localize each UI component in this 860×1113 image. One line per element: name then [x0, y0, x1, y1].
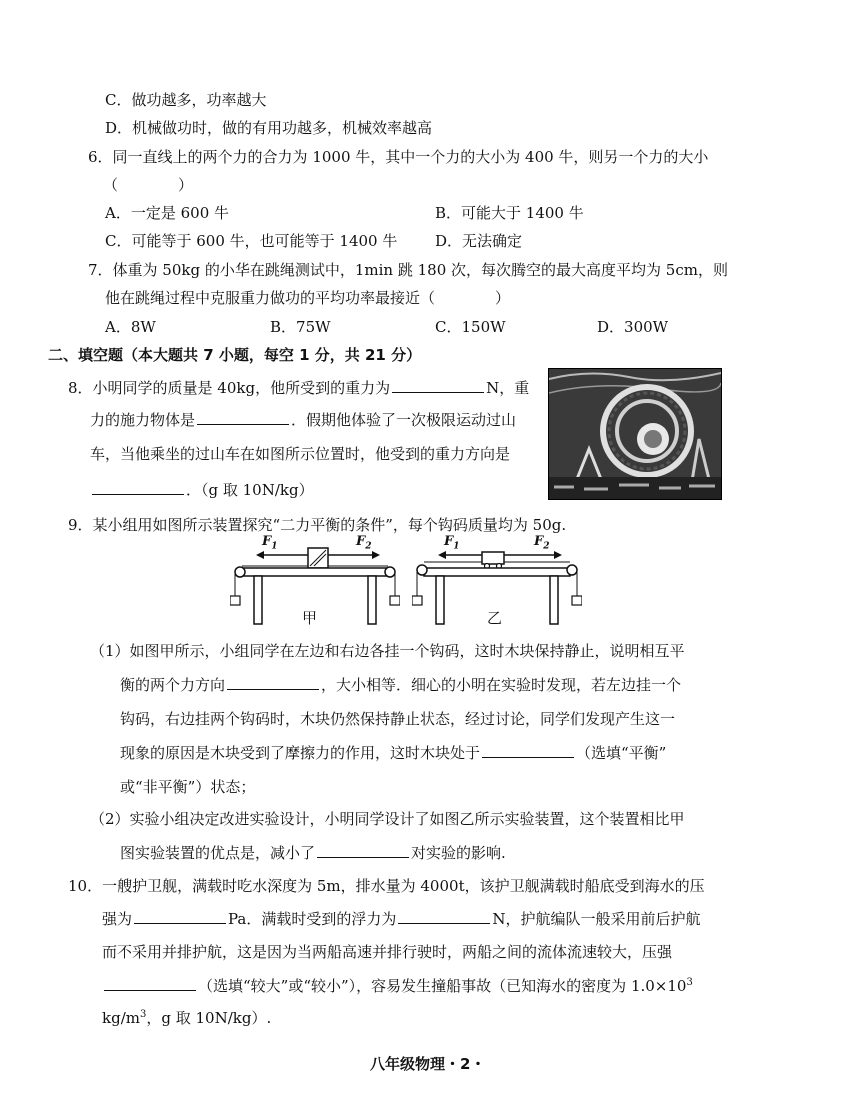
q9-blank-factor[interactable]	[317, 856, 409, 858]
q8-blank-force-source[interactable]	[197, 423, 289, 425]
q9-text: 现象的原因是木块受到了摩擦力的作用，这时木块处于	[120, 744, 481, 762]
q6-stem: 6．同一直线上的两个力的合力为 1000 牛，其中一个力的大小为 400 牛，则另一个力的大小	[88, 148, 709, 166]
q8-text-1a: 8．小明同学的质量是 40kg，他所受到的重力为	[68, 379, 391, 397]
q8-text-2a: 力的施力物体是	[90, 411, 196, 429]
figure-jia-caption: 甲	[302, 609, 318, 627]
q9-stem: 9．某小组用如图所示装置探究“二力平衡的条件”，每个钩码质量均为 50g.	[68, 516, 567, 534]
yi-f1-label: $F_1$	[444, 534, 460, 552]
q8-line2	[90, 413, 516, 428]
q9-part1-line3: 钩码，右边挂两个钩码时，木块仍然保持静止状态，经过讨论，同学们发现产生这一	[120, 710, 676, 728]
q10-text: ，g 取 10N/kg）.	[146, 1009, 272, 1027]
q7-stem-line1: 7．体重为 50kg 的小华在跳绳测试中，1min 跳 180 次，每次腾空的最大高度平均为 5cm，则	[88, 261, 728, 279]
page-footer: 八年级物理・2・	[370, 1055, 486, 1073]
q8-line3: 车，当他乘坐的过山车在如图所示位置时，他受到的重力方向是	[90, 445, 511, 463]
section-title-fill-in: 二、填空题（本大题共 7 小题，每空 1 分，共 21 分）	[48, 346, 422, 364]
q7-option-d: D．300W	[597, 318, 669, 336]
q10-superscript: 3	[139, 1009, 147, 1020]
q10-line3: 而不采用并排护航，这是因为当两船高速并排行驶时，两船之间的流体流速较大，压强	[102, 943, 673, 961]
q10-text: Pa．满载时受到的浮力为	[228, 910, 397, 928]
q9-part2-line2	[120, 846, 506, 861]
q9-part1-line5: 或“非平衡”）状态；	[120, 778, 256, 796]
q10-text: kg/m	[102, 1009, 140, 1027]
figure-yi-caption: 乙	[487, 609, 503, 627]
q10-line5	[102, 1010, 271, 1026]
q9-text: 衡的两个力方向	[120, 676, 226, 694]
roller-coaster-photo	[548, 368, 722, 500]
q8-blank-gravity[interactable]	[392, 391, 484, 393]
q10-blank-compare[interactable]	[104, 989, 196, 991]
q7-option-a: A．8W	[105, 318, 156, 336]
q9-text: ，大小相等．细心的小明在实验时发现，若左边挂一个	[321, 676, 682, 694]
q10-blank-pressure[interactable]	[134, 922, 226, 924]
q6-option-a: A．一定是 600 牛	[105, 204, 229, 222]
q8-blank-direction[interactable]	[92, 493, 184, 495]
q8-line1	[68, 381, 529, 396]
q6-answer-paren: （ ）	[103, 176, 194, 194]
q8-text-1b: N，重	[486, 379, 530, 397]
q9-part1-line1: （1）如图甲所示，小组同学在左边和右边各挂一个钩码，这时木块保持静止，说明相互平	[90, 642, 685, 660]
q10-text: （选填“较大”或“较小”），容易发生撞船事故（已知海水的密度为 1.0×10	[198, 977, 687, 995]
q10-line2	[102, 912, 701, 927]
q10-superscript: 3	[686, 977, 693, 988]
q8-text-2b: ．假期他体验了一次极限运动过山	[291, 411, 517, 429]
q10-text: 强为	[102, 910, 133, 928]
q6-option-d: D．无法确定	[435, 232, 523, 250]
q9-part2-line1: （2）实验小组决定改进实验设计，小明同学设计了如图乙所示实验装置，这个装置相比甲	[90, 810, 685, 828]
q6-option-b: B．可能大于 1400 牛	[435, 204, 584, 222]
q5-option-c: C．做功越多，功率越大	[105, 91, 267, 109]
yi-f2-label: $F_2$	[534, 534, 550, 552]
q10-blank-buoyancy[interactable]	[398, 922, 490, 924]
q9-text: 图实验装置的优点是，减小了	[120, 844, 316, 862]
q7-option-c: C．150W	[435, 318, 506, 336]
jia-f2-label: $F_2$	[356, 534, 372, 552]
q9-text: 对实验的影响.	[411, 844, 506, 862]
q10-line1: 10．一艘护卫舰，满载时吃水深度为 5m，排水量为 4000t，该护卫舰满载时船底受到海水的压	[68, 877, 705, 895]
q7-stem-line2: 他在跳绳过程中克服重力做功的平均功率最接近（ ）	[105, 289, 511, 307]
q10-text: N，护航编队一般采用前后护航	[492, 910, 701, 928]
q9-part1-line4	[120, 746, 666, 761]
q7-option-b: B．75W	[270, 318, 331, 336]
q10-line4	[102, 978, 693, 994]
q9-blank-state[interactable]	[482, 756, 574, 758]
q8-text-4: ．（g 取 10N/kg）	[186, 481, 314, 499]
jia-f1-label: $F_1$	[262, 534, 278, 552]
q9-part1-line2	[120, 678, 681, 693]
q8-line4	[90, 483, 314, 498]
q9-text: （选填“平衡”	[576, 744, 667, 762]
q6-option-c: C．可能等于 600 牛，也可能等于 1400 牛	[105, 232, 398, 250]
q5-option-d: D．机械做功时，做的有用功越多，机械效率越高	[105, 119, 433, 137]
q9-blank-direction[interactable]	[227, 688, 319, 690]
